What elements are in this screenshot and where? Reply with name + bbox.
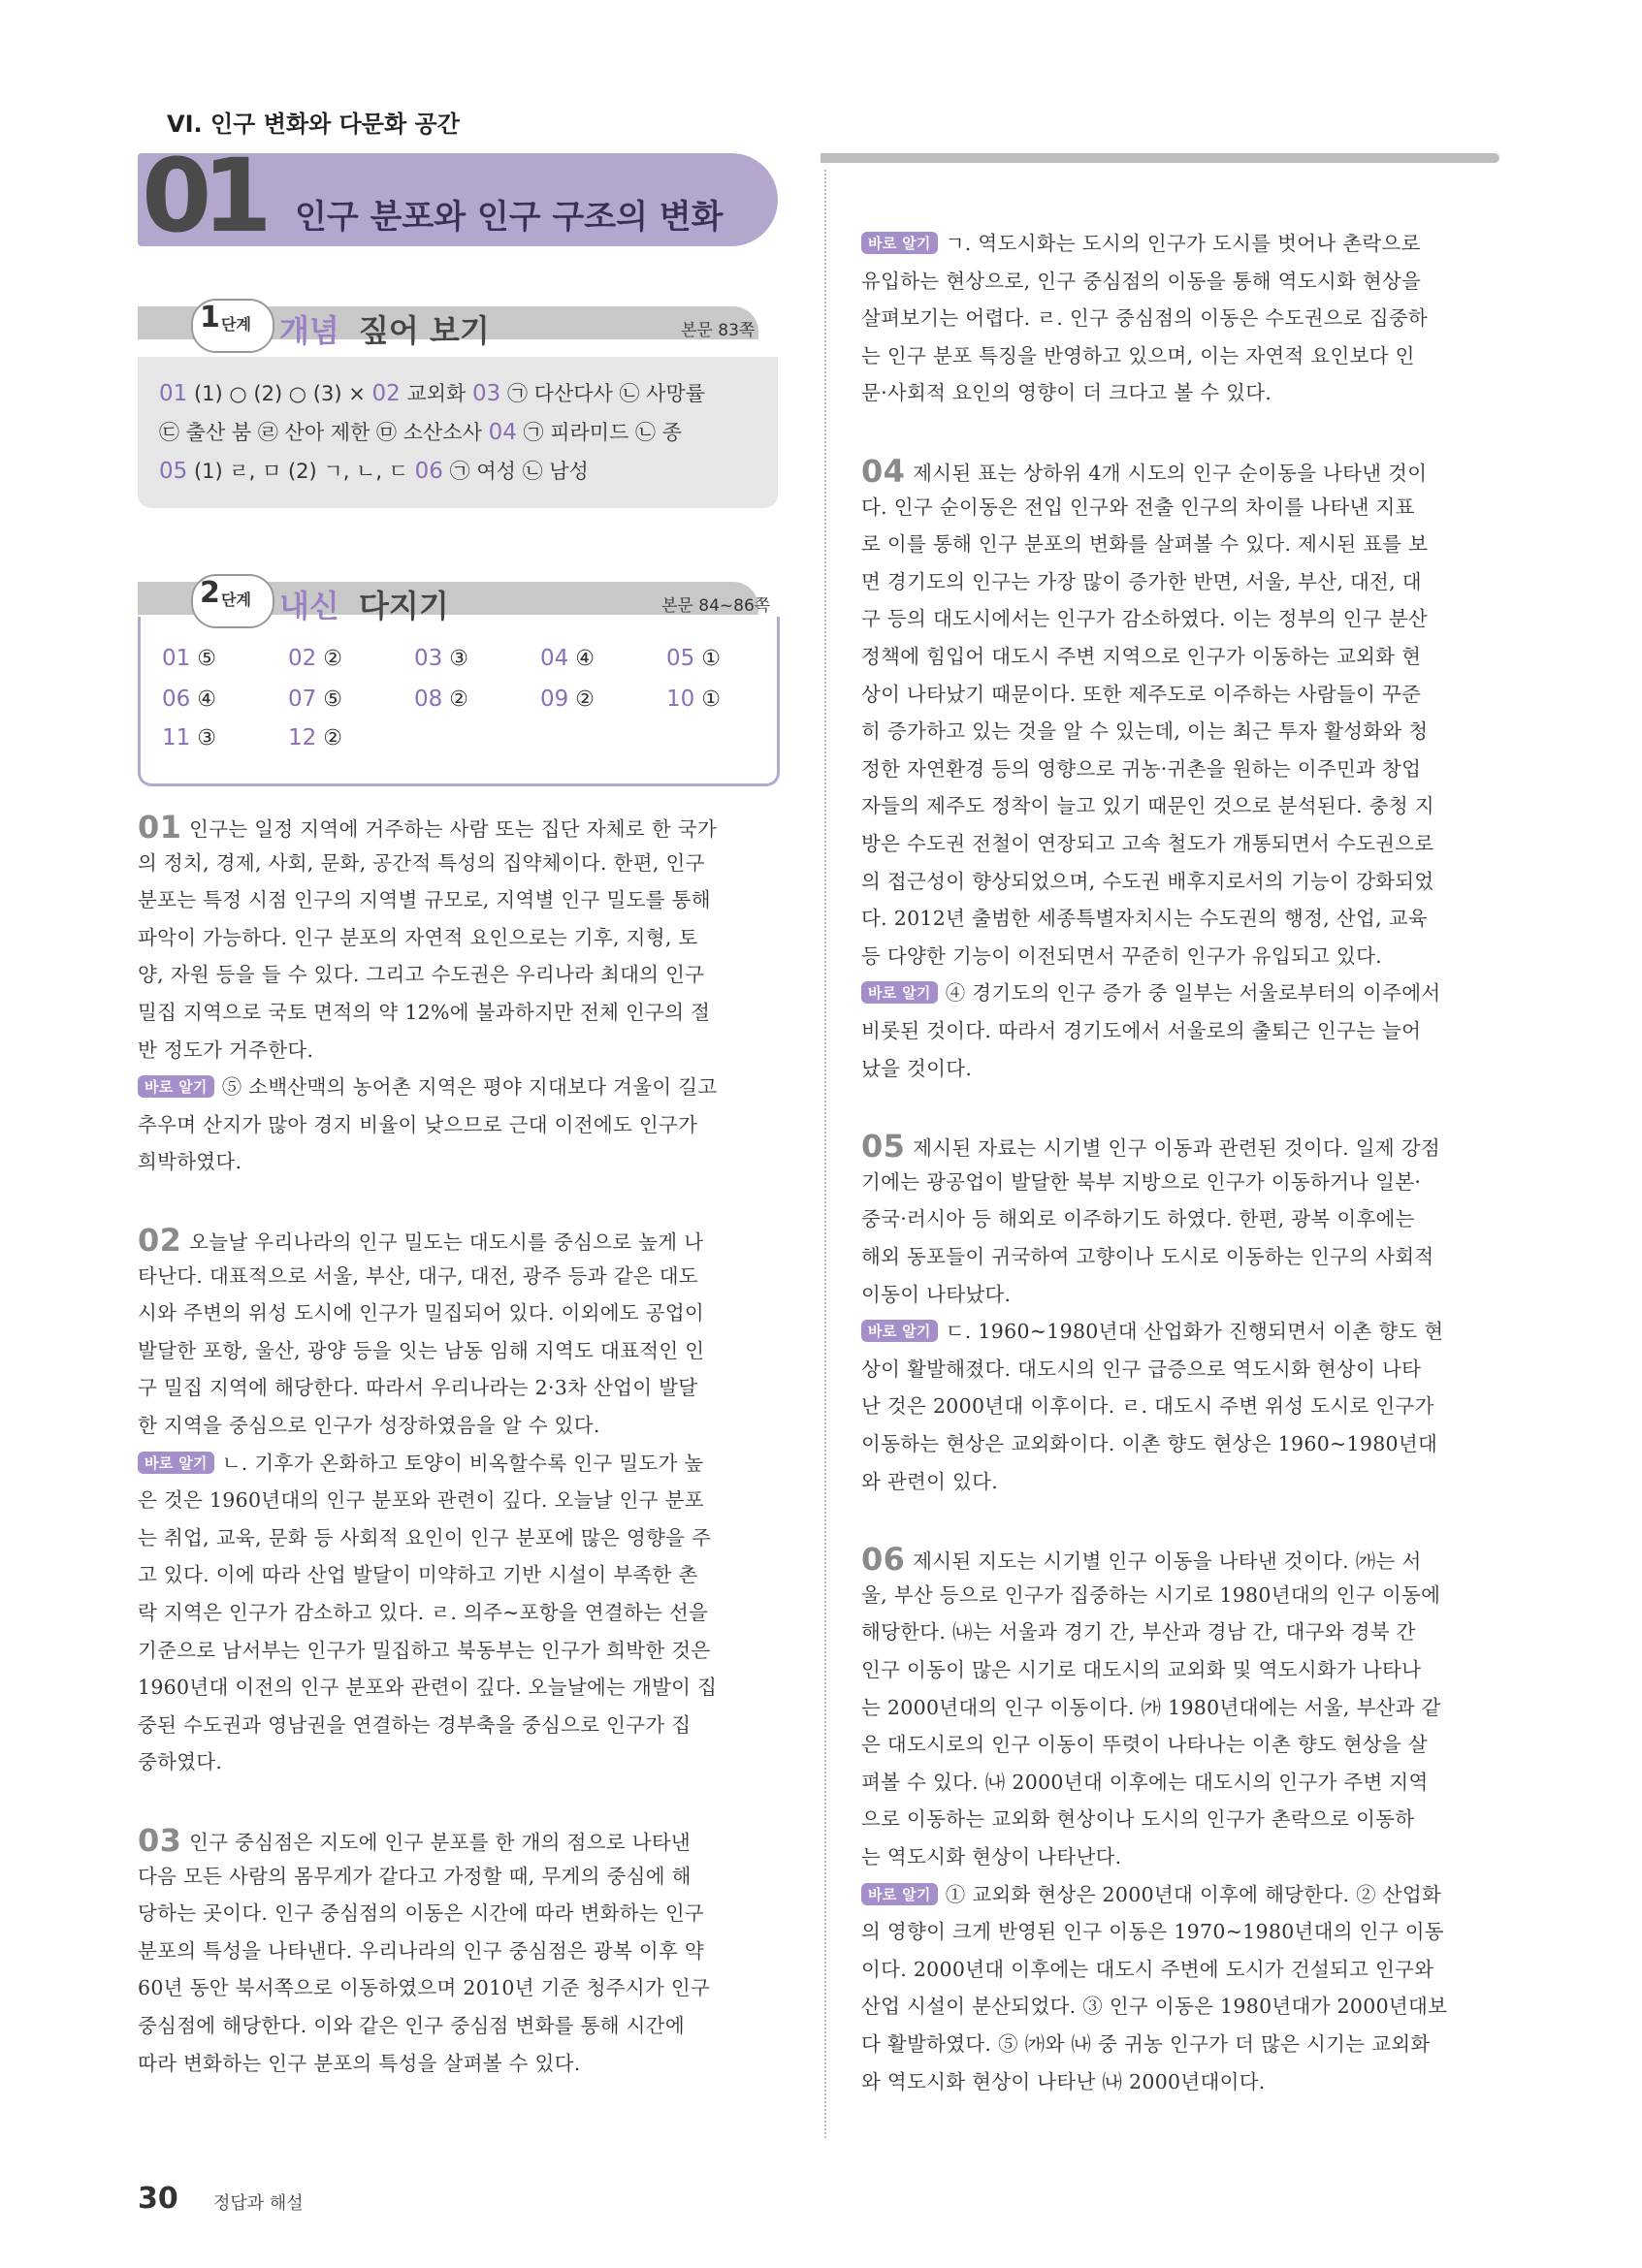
text-line [861, 1840, 1122, 1869]
line-text: 비롯된 것이다. 따라서 경기도에서 서울로의 출퇴근 인구는 늘어 [861, 1019, 1422, 1042]
text-line [861, 1240, 1434, 1269]
text-line [861, 940, 1382, 969]
text-line [861, 1579, 1440, 1608]
stage-word: 단계 [221, 591, 251, 609]
correction-badge: 바로 알기 [861, 1320, 938, 1342]
line-text: 해당한다. ㈏는 서울과 경기 간, 부산과 경남 간, 대구와 경북 간 [861, 1620, 1416, 1645]
question-number: 03 [414, 646, 443, 671]
line-text: 다 활발하였다. ⑤ ㈎와 ㈏ 중 귀농 인구가 더 많은 시기는 교외화 [861, 2032, 1431, 2056]
section-number: 01 [142, 137, 263, 255]
answer-item [288, 646, 342, 671]
text-line [861, 1278, 1011, 1307]
line-text: 면 경기도의 인구는 가장 많이 증가한 반면, 서울, 부산, 대전, 대 [861, 569, 1422, 593]
line-text: 이동이 나타났다. [861, 1282, 1012, 1306]
line-text: 다음 모든 사람의 몸무게가 같다고 가정할 때, 무게의 중심에 해 [138, 1864, 692, 1888]
answer-text: (1) ○ (2) ○ (3) × [193, 382, 366, 405]
correction-line [138, 1447, 703, 1476]
answer-choice: ③ [197, 726, 217, 751]
answer-choice: ② [575, 687, 596, 712]
text-line [861, 1052, 972, 1081]
line-text: 반 정도가 거주한다. [138, 1038, 314, 1062]
column-divider [824, 170, 826, 2138]
correction-line [861, 1315, 1443, 1344]
paragraph-first-line [138, 1822, 691, 1859]
text-line [861, 302, 1428, 331]
answer-choice: ⑤ [323, 687, 343, 712]
paragraph-first-line [861, 1128, 1440, 1165]
answer-item [288, 725, 342, 751]
line-text: 기준으로 남서부는 인구가 밀집하고 북동부는 인구가 희박한 것은 [138, 1638, 711, 1662]
question-number: 01 [159, 381, 188, 406]
line-text: 분포는 특정 시점 인구의 지역별 규모로, 지역별 인구 밀도를 통해 [138, 888, 711, 912]
answer-item [666, 646, 721, 671]
exam-answers-box [138, 617, 780, 786]
stage-word: 단계 [221, 315, 251, 334]
question-number: 01 [138, 809, 182, 846]
line-text: 는 2000년대의 인구 이동이다. ㈎ 1980년대에는 서울, 부산과 같 [861, 1695, 1441, 1719]
correction-line [138, 1070, 717, 1100]
text-line [138, 1634, 711, 1663]
line-text: 의 정치, 경제, 사회, 문화, 공간적 특성의 집약체이다. 한편, 인구 [138, 850, 705, 875]
text-line [861, 1166, 1421, 1195]
question-number: 01 [162, 646, 191, 671]
answer-choice: ④ [575, 647, 596, 671]
text-line [861, 602, 1428, 631]
text-line [138, 1484, 704, 1513]
correction-badge: 바로 알기 [861, 232, 938, 254]
question-number: 02 [288, 646, 317, 671]
concept-answer-line [159, 417, 682, 446]
paragraph-first-line [138, 809, 717, 846]
text-line [861, 1766, 1429, 1795]
text-line [861, 640, 1421, 669]
text-line [861, 1990, 1447, 2019]
stage-title: 다지기 [359, 588, 449, 624]
answer-choice: ② [449, 687, 469, 712]
text-line [861, 376, 1272, 405]
line-text: 한 지역을 중심으로 인구가 성장하였음을 알 수 있다. [138, 1414, 600, 1437]
line-text: 났을 것이다. [861, 1056, 973, 1080]
line-text: 1960년대 이전의 인구 분포와 관련이 깊다. 오늘날에는 개발이 집 [138, 1676, 718, 1700]
answer-text: ㉢ 출산 붐 ㉣ 산아 제한 ㉤ 소산소사 [159, 421, 482, 444]
line-text: 이다. 2000년대 이후에는 대도시 주변에 도시가 건설되고 인구와 [861, 1957, 1434, 1981]
question-number: 11 [162, 725, 191, 751]
text-line [861, 865, 1434, 894]
line-text: 중된 수도권과 영남권을 연결하는 경부축을 중심으로 인구가 집 [138, 1712, 692, 1737]
line-text: 으로 이동하는 교외화 현상이나 도시의 인구가 촌락으로 이동하 [861, 1807, 1415, 1832]
line-text: 정한 자연환경 등의 영향으로 귀농·귀촌을 원하는 이주민과 창업 [861, 756, 1422, 781]
answer-text: ㉠ 여성 ㉡ 남성 [449, 460, 589, 483]
answer-choice: ② [323, 726, 343, 751]
text-line [138, 1371, 697, 1400]
line-text: 상이 나타났기 때문이다. 또한 제주도로 이주하는 사람들이 꾸준 [861, 682, 1422, 706]
correction-badge: 바로 알기 [861, 981, 938, 1004]
line-text: 따라 변화하는 인구 분포의 특성을 살펴볼 수 있다. [138, 2051, 581, 2075]
line-text: 은 대도시로의 인구 이동이 뚜렷이 나타나는 이촌 향도 현상을 살 [861, 1733, 1429, 1757]
line-text: 울, 부산 등으로 인구가 집중하는 시기로 1980년대의 인구 이동에 [861, 1582, 1441, 1607]
answer-choice: ⑤ [197, 647, 217, 671]
text-line [138, 847, 705, 876]
answer-choice: ④ [197, 687, 217, 712]
text-line [861, 902, 1428, 931]
line-text: 히 증가하고 있는 것을 알 수 있는데, 이는 최근 투자 활성화와 청 [861, 719, 1429, 744]
page-number: 30 [138, 2182, 178, 2216]
text-line [861, 1953, 1433, 1982]
text-line [861, 2028, 1430, 2057]
line-text: 구 밀집 지역에 해당한다. 따라서 우리나라는 2·3차 산업이 발달 [138, 1376, 698, 1400]
line-text: 제시된 자료는 시기별 인구 이동과 관련된 것이다. 일제 강점 [913, 1136, 1440, 1161]
line-text: 와 역도시화 현상이 나타난 ㈏ 2000년대이다. [861, 2069, 1266, 2093]
answer-item [162, 725, 216, 751]
text-line [861, 1691, 1441, 1720]
line-text: 이동하는 현상은 교외화이다. 이촌 향도 현상은 1960~1980년대 [861, 1432, 1438, 1455]
stage1-header [138, 299, 778, 349]
text-line [138, 1521, 711, 1550]
line-text: 방은 수도권 전철이 연장되고 고속 철도가 개통되면서 수도권으로 [861, 832, 1434, 855]
line-text: 기에는 광공업이 발달한 북부 지방으로 인구가 이동하거나 일본· [861, 1169, 1422, 1194]
answer-item [540, 646, 595, 671]
answer-choice: ② [323, 647, 343, 671]
text-line [861, 789, 1434, 818]
line-text: 분포의 특성을 나타낸다. 우리나라의 인구 중심점은 광복 이후 약 [138, 1938, 705, 1963]
line-text: 추우며 산지가 많아 경지 비율이 낮으므로 근대 이전에도 인구가 [138, 1112, 698, 1136]
text-line [138, 2047, 581, 2076]
question-number: 09 [540, 687, 569, 712]
answer-item [162, 687, 216, 712]
column-top-divider [821, 153, 1499, 163]
question-number: 04 [540, 646, 569, 671]
stage-title-accent: 내신 [279, 588, 339, 624]
line-text: 타난다. 대표적으로 서울, 부산, 대구, 대전, 광주 등과 같은 대도 [138, 1263, 698, 1288]
line-text: ① 교외화 현상은 2000년대 이후에 해당한다. ② 산업화 [945, 1882, 1442, 1906]
text-line [861, 1465, 998, 1494]
stage-title-accent: 개념 [279, 312, 339, 349]
answer-text: ㉠ 다산다사 ㉡ 사망률 [507, 382, 706, 405]
text-line [861, 565, 1422, 594]
answer-text: ㉠ 피라미드 ㉡ 종 [523, 421, 682, 444]
text-line [138, 1934, 704, 1964]
line-text: ㄱ. 역도시화는 도시의 인구가 도시를 벗어나 촌락으로 [945, 232, 1421, 255]
line-text: 의 영향이 크게 반영된 인구 이동은 1970~1980년대의 인구 이동 [861, 1920, 1444, 1944]
text-line [138, 921, 698, 950]
line-text: 펴볼 수 있다. ㈏ 2000년대 이후에는 대도시의 인구가 주변 지역 [861, 1770, 1429, 1794]
text-line [138, 1145, 241, 1174]
line-text: 발달한 포항, 울산, 광양 등을 잇는 남동 임해 지역도 대표적인 인 [138, 1338, 705, 1362]
stage-number: 2 [200, 576, 220, 610]
text-line [138, 1745, 222, 1774]
text-line [861, 1915, 1444, 1944]
correction-line [861, 227, 1421, 256]
line-text: 산업 시설이 분산되었다. ③ 인구 이동은 1980년대가 2000년대보 [861, 1995, 1448, 2019]
line-text: 난 것은 2000년대 이후이다. ㄹ. 대도시 주변 위성 도시로 인구가 [861, 1394, 1434, 1419]
footer-label: 정답과 해설 [213, 2193, 304, 2214]
line-text: 중국·러시아 등 해외로 이주하기도 하였다. 한편, 광복 이후에는 [861, 1207, 1415, 1231]
answer-choice: ③ [449, 647, 469, 671]
text-line [138, 1860, 692, 1889]
line-text: 고 있다. 이에 따라 산업 발달이 미약하고 기반 시설이 부족한 촌 [138, 1563, 698, 1587]
text-line [138, 1671, 717, 1700]
line-text: 살펴보기는 어렵다. ㄹ. 인구 중심점의 이동은 수도권으로 집중하 [861, 306, 1429, 331]
concept-answer-line [159, 456, 589, 485]
line-text: 문·사회적 요인의 영향이 더 크다고 볼 수 있다. [861, 381, 1272, 405]
text-line [138, 1108, 697, 1137]
text-line [138, 996, 710, 1025]
answer-item [288, 687, 342, 712]
line-text: 양, 자원 등을 들 수 있다. 그리고 수도권은 우리나라 최대의 인구 [138, 963, 705, 987]
line-text: 인구 중심점은 지도에 인구 분포를 한 개의 점으로 나타낸 [189, 1831, 692, 1854]
text-line [861, 491, 1415, 520]
line-text: 구 등의 대도시에서는 인구가 감소하였다. 이는 정부의 인구 분산 [861, 607, 1429, 631]
text-line [861, 527, 1428, 557]
line-text: 와 관련이 있다. [861, 1469, 999, 1493]
question-number: 08 [414, 687, 443, 712]
stage-title: 짚어 보기 [359, 312, 490, 349]
line-text: 제시된 표는 상하위 4개 시도의 인구 순이동을 나타낸 것이 [913, 462, 1428, 485]
page-reference: 본문 84~86쪽 [661, 596, 771, 616]
concept-answers-box [138, 357, 778, 508]
answer-text: (1) ㄹ, ㅁ (2) ㄱ, ㄴ, ㄷ [193, 460, 408, 483]
answer-text: 교외화 [406, 382, 467, 405]
page-reference: 본문 83쪽 [681, 321, 756, 340]
text-line [861, 1202, 1415, 1231]
text-line [861, 1353, 1421, 1382]
paragraph-first-line [861, 1541, 1422, 1578]
line-text: 60년 동안 북서쪽으로 이동하였으며 2010년 기준 청주시가 인구 [138, 1976, 711, 2000]
line-text: 밀집 지역으로 국토 면적의 약 12%에 불과하지만 전체 인구의 절 [138, 1001, 711, 1024]
line-text: ⑤ 소백산맥의 농어촌 지역은 평야 지대보다 겨울이 길고 [221, 1075, 718, 1100]
text-line [138, 1034, 313, 1063]
stage2-header [138, 574, 778, 624]
line-text: 중심점에 해당한다. 이와 같은 인구 중심점 변화를 통해 시간에 [138, 2014, 685, 2037]
text-line [861, 2065, 1266, 2094]
question-number: 12 [288, 725, 317, 751]
answer-item [666, 687, 721, 712]
text-line [861, 1653, 1421, 1682]
question-number: 10 [666, 687, 695, 712]
line-text: 제시된 지도는 시기별 인구 이동을 나타낸 것이다. ㈎는 서 [913, 1549, 1422, 1574]
text-line [861, 1615, 1416, 1645]
correction-line [861, 976, 1440, 1006]
text-line [138, 1409, 600, 1438]
text-line [138, 1260, 698, 1289]
line-text: 유입하는 현상으로, 인구 중심점의 이동을 통해 역도시화 현상을 [861, 269, 1422, 293]
answer-item [414, 687, 468, 712]
text-line [138, 1334, 704, 1363]
line-text: 희박하였다. [138, 1150, 242, 1174]
question-number: 02 [371, 381, 401, 406]
line-text: 로 이를 통해 인구 분포의 변화를 살펴볼 수 있다. 제시된 표를 보 [861, 532, 1429, 557]
line-text: 당하는 곳이다. 인구 중심점의 이동은 시간에 따라 변화하는 인구 [138, 1901, 705, 1926]
text-line [138, 958, 704, 987]
line-text: 자들의 제주도 정착이 늘고 있기 때문인 것으로 분석된다. 충청 지 [861, 794, 1434, 818]
text-line [138, 1971, 710, 2000]
answer-item [162, 646, 216, 671]
question-number: 05 [159, 459, 188, 484]
question-number: 03 [138, 1822, 182, 1859]
line-text: 는 인구 분포 특징을 반영하고 있으며, 이는 자연적 요인보다 인 [861, 343, 1415, 367]
question-number: 04 [488, 420, 517, 445]
line-text: 의 접근성이 향상되었으며, 수도권 배후지로서의 기능이 강화되었 [861, 869, 1434, 893]
stage-number: 1 [200, 301, 220, 335]
text-line [138, 1709, 691, 1738]
text-line [138, 883, 711, 912]
question-number: 06 [162, 687, 191, 712]
text-line [861, 827, 1434, 856]
section-title: 인구 분포와 인구 구조의 변화 [295, 198, 724, 237]
line-text: ㄴ. 기후가 온화하고 토양이 비옥할수록 인구 밀도가 높 [221, 1451, 704, 1475]
text-line [861, 1728, 1428, 1757]
concept-answer-line [159, 378, 705, 407]
line-text: ④ 경기도의 인구 증가 중 일부는 서울로부터의 이주에서 [945, 981, 1441, 1006]
line-text: 는 취업, 교육, 문화 등 사회적 요인이 인구 분포에 많은 영향을 주 [138, 1525, 712, 1549]
text-line [138, 1897, 704, 1926]
line-text: 중하였다. [138, 1750, 223, 1774]
text-line [861, 1390, 1434, 1419]
text-line [861, 752, 1421, 782]
question-number: 05 [666, 646, 695, 671]
correction-badge: 바로 알기 [138, 1075, 214, 1098]
paragraph-first-line [861, 453, 1427, 490]
text-line [861, 265, 1421, 294]
line-text: 해외 동포들이 귀국하여 고향이나 도시로 이동하는 인구의 사회적 [861, 1245, 1434, 1268]
line-text: 다. 2012년 출범한 세종특별자치시는 수도권의 행정, 산업, 교육 [861, 907, 1428, 931]
answer-choice: ① [701, 647, 722, 671]
line-text: 상이 활발해졌다. 대도시의 인구 급증으로 역도시화 현상이 나타 [861, 1357, 1422, 1381]
text-line [861, 1427, 1437, 1456]
chapter-title: VI. 인구 변화와 다문화 공간 [167, 111, 460, 138]
question-number: 02 [138, 1222, 182, 1259]
text-line [861, 1014, 1421, 1043]
line-text: 인구 이동이 많은 시기로 대도시의 교외화 및 역도시화가 나타나 [861, 1658, 1422, 1681]
answer-item [540, 687, 595, 712]
text-line [138, 2009, 685, 2038]
text-line [861, 1803, 1414, 1832]
line-text: 시와 주변의 위성 도시에 인구가 밀집되어 있다. 이외에도 공업이 [138, 1301, 705, 1326]
correction-badge: 바로 알기 [861, 1883, 938, 1905]
line-text: 등 다양한 기능이 이전되면서 꾸준히 인구가 유입되고 있다. [861, 943, 1383, 968]
answer-choice: ① [701, 687, 722, 712]
question-number: 06 [414, 459, 443, 484]
line-text: 인구는 일정 지역에 거주하는 사람 또는 집단 자체로 한 국가 [189, 817, 717, 841]
line-text: 는 역도시화 현상이 나타난다. [861, 1845, 1122, 1869]
text-line [138, 1558, 698, 1587]
text-line [138, 1596, 708, 1625]
answer-item [414, 646, 468, 671]
question-number: 03 [472, 381, 501, 406]
question-number: 06 [861, 1541, 906, 1579]
correction-line [861, 1878, 1441, 1907]
line-text: 은 것은 1960년대의 인구 분포와 관련이 깊다. 오늘날 인구 분포 [138, 1488, 704, 1513]
paragraph-first-line [138, 1222, 703, 1259]
line-text: ㄷ. 1960~1980년대 산업화가 진행되면서 이촌 향도 현 [945, 1320, 1444, 1344]
line-text: 오늘날 우리나라의 인구 밀도는 대도시를 중심으로 높게 나 [189, 1230, 704, 1254]
text-line [861, 715, 1428, 744]
line-text: 다. 인구 순이동은 전입 인구와 전출 인구의 차이를 나타낸 지표 [861, 495, 1415, 519]
question-number: 07 [288, 687, 317, 712]
text-line [861, 678, 1421, 707]
text-line [861, 339, 1415, 368]
question-number: 04 [861, 453, 906, 490]
correction-badge: 바로 알기 [138, 1452, 214, 1474]
line-text: 파악이 가능하다. 인구 분포의 자연적 요인으로는 기후, 지형, 토 [138, 925, 698, 949]
line-text: 락 지역은 인구가 감소하고 있다. ㄹ. 의주~포항을 연결하는 선을 [138, 1601, 709, 1624]
question-number: 05 [861, 1128, 906, 1166]
line-text: 정책에 힘입어 대도시 주변 지역으로 인구가 이동하는 교외화 현 [861, 645, 1422, 668]
text-line [138, 1296, 704, 1326]
